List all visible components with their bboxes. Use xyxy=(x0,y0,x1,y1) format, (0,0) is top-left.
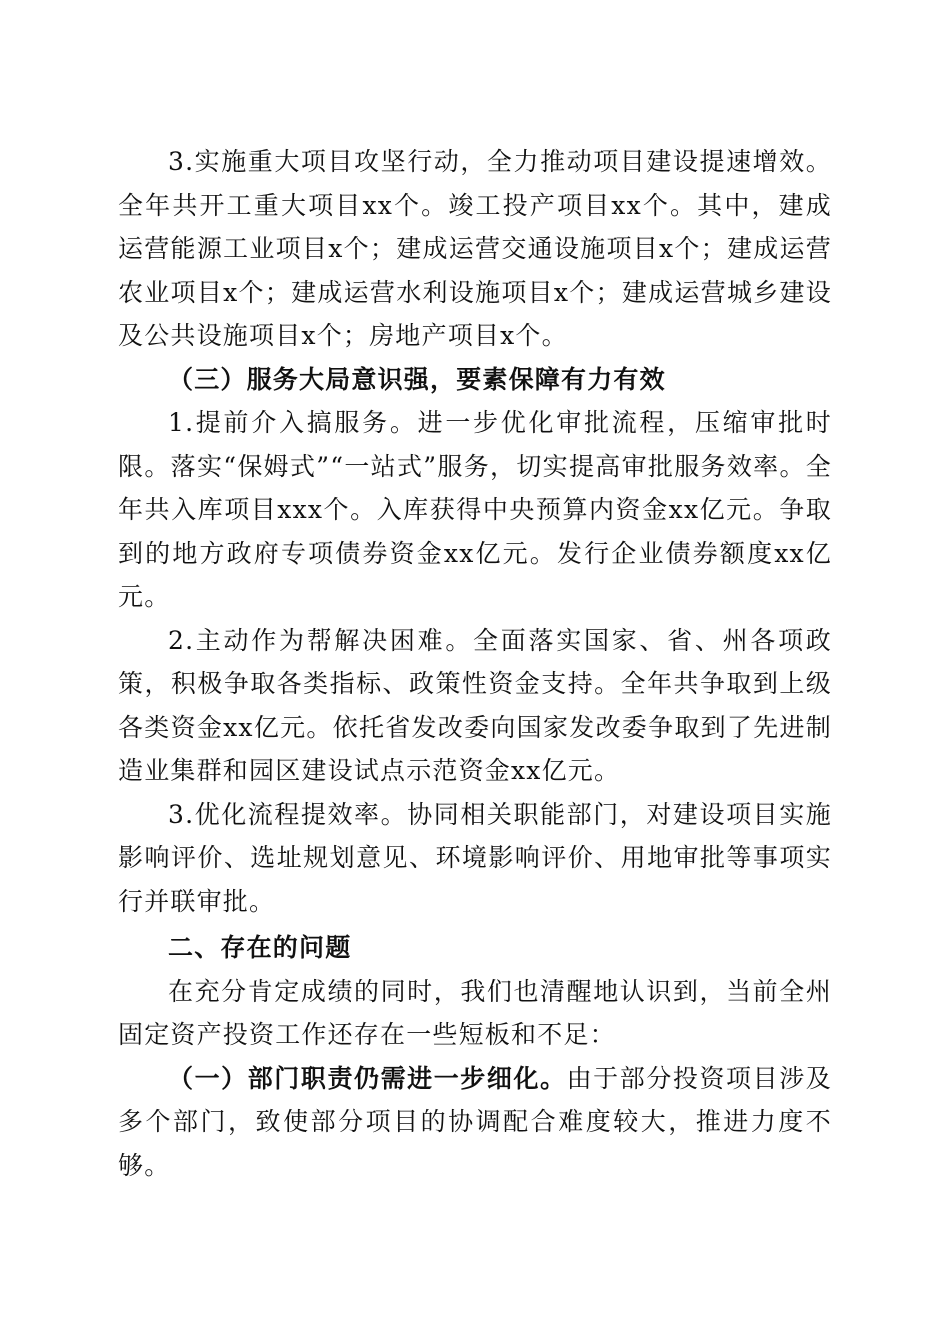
paragraph-solve-difficulties: 2.主动作为帮解决困难。全面落实国家、省、州各项政策，积极争取各类指标、政策性资金支持。全年共争取到上级各类资金xx亿元。依托省发改委向国家发改委争取到了先进制造业集群和园区建设试点示范资金xx亿元。 xyxy=(118,625,832,785)
heading-existing-problems: 二、存在的问题 xyxy=(168,933,352,962)
paragraph-problems-intro: 在充分肯定成绩的同时，我们也清醒地认识到，当前全州固定资产投资工作还存在一些短板和不足： xyxy=(118,976,832,1049)
paragraph-rest-text: 由于部分投资项目涉及多个部门，致使部分项目的协调配合难度较大，推进力度不够。 xyxy=(118,1063,832,1180)
heading-section-three: （三）服务大局意识强，要素保障有力有效 xyxy=(168,364,666,394)
document-body xyxy=(118,140,832,1187)
paragraph-major-projects: 3.实施重大项目攻坚行动，全力推动项目建设提速增效。全年共开工重大项目xx个。竣工投产项目xx个。其中，建成运营能源工业项目x个；建成运营交通设施项目x个；建成运营农业项目x个；建成运营水利设施项目x个；建成运营城乡建设及公共设施项目x个；房地产项目x个。 xyxy=(118,147,832,350)
paragraph-early-service: 1.提前介入搞服务。进一步优化审批流程，压缩审批时限。落实“保姆式”“一站式”服务，切实提高审批服务效率。全年共入库项目xxx个。入库获得中央预算内资金xx亿元。争取到的地方政府专项债券资金xx亿元。发行企业债券额度xx亿元。 xyxy=(118,408,832,611)
paragraph-optimize-process: 3.优化流程提效率。协同相关职能部门，对建设项目实施影响评价、选址规划意见、环境影响评价、用地审批等事项实行并联审批。 xyxy=(118,799,832,916)
paragraph-department-duties xyxy=(118,1057,832,1188)
paragraph-lead-phrase: （一）部门职责仍需进一步细化。 xyxy=(168,1063,567,1093)
